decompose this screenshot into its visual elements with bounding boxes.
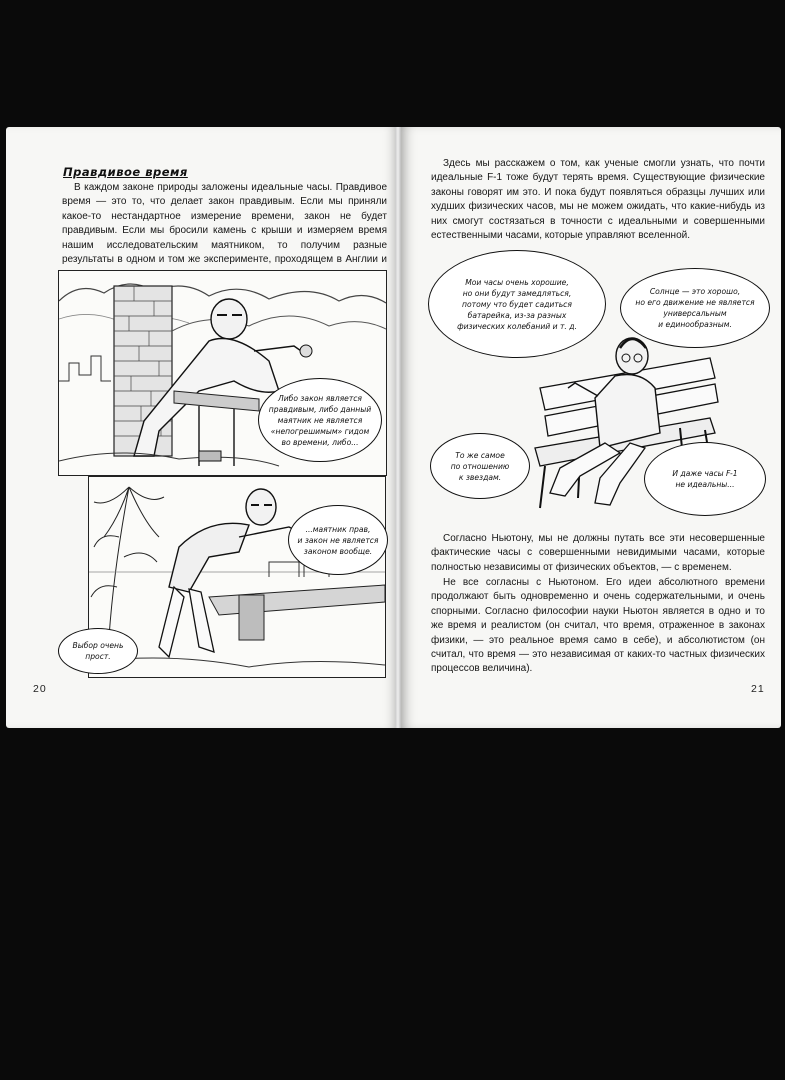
page-number-right: 21 — [751, 683, 765, 695]
speech-bubble-watch: Мои часы очень хорошие, но они будут замедляться, потому что будет садиться батарейка, из-за разных физических колебаний и т. д. — [428, 250, 606, 358]
section-heading: Правдивое время — [63, 165, 188, 179]
right-paragraph-newton: Согласно Ньютону, мы не должны путать все эти несовершенные фактические часы с совершенными невидимыми часами, которые полностью независимы от физических объектов, — с временем. — [431, 533, 765, 573]
speech-bubble-law: Либо закон является правдивым, либо данный маятник не является «непогрешимым» гидом во времени, либо... — [258, 378, 382, 462]
page-number-left: 20 — [33, 683, 47, 695]
right-paragraph-dispute: Не все согласны с Ньютоном. Его идеи абсолютного времени продолжают быть одновременно и очень содержательными, и очень спорными. Согласно философии науки Ньютон является в одно и то же время и реалистом (он считал, что время, отраженное в законах физики, — это реальное время само в себе), и абсолютистом (он считал, что время — это независимая от каких-то частных физических процессов величина). — [431, 577, 765, 675]
left-paragraph: В каждом законе природы заложены идеальные часы. Правдивое время — это то, что делает закон правдивым. Если мы приняли какое-то нестандартное измерение времени, закон не будет правдивым. Если мы бросили камень с крыши и измеряем время нашим исследовательским маятником, то получим разные результаты в одном и том же эксперименте, проходящем в Англии и — [62, 182, 387, 266]
right-paragraph-intro: Здесь мы расскажем о том, как ученые смогли узнать, что почти идеальные F-1 тоже будут терять время. Существующие физические законы говорят им это. И пока будут появляться образцы лучших или худших физических часов, мы не можем ожидать, что какие-нибудь из них смогут состязаться в точности с идеальными и совершенными естественными часами, которые управляют вселенной. — [431, 158, 765, 242]
speech-bubble-f1: И даже часы F-1 не идеальны... — [644, 442, 766, 516]
speech-bubble-stars: То же самое по отношению к звездам. — [430, 433, 530, 499]
speech-bubble-pendulum: ...маятник прав, и закон не является законом вообще. — [288, 505, 388, 575]
book-gutter — [395, 127, 401, 728]
speech-bubble-choice: Выбор очень прост. — [58, 628, 138, 674]
speech-bubble-sun: Солнце — это хорошо, но его движение не является универсальным и единообразным. — [620, 268, 770, 348]
